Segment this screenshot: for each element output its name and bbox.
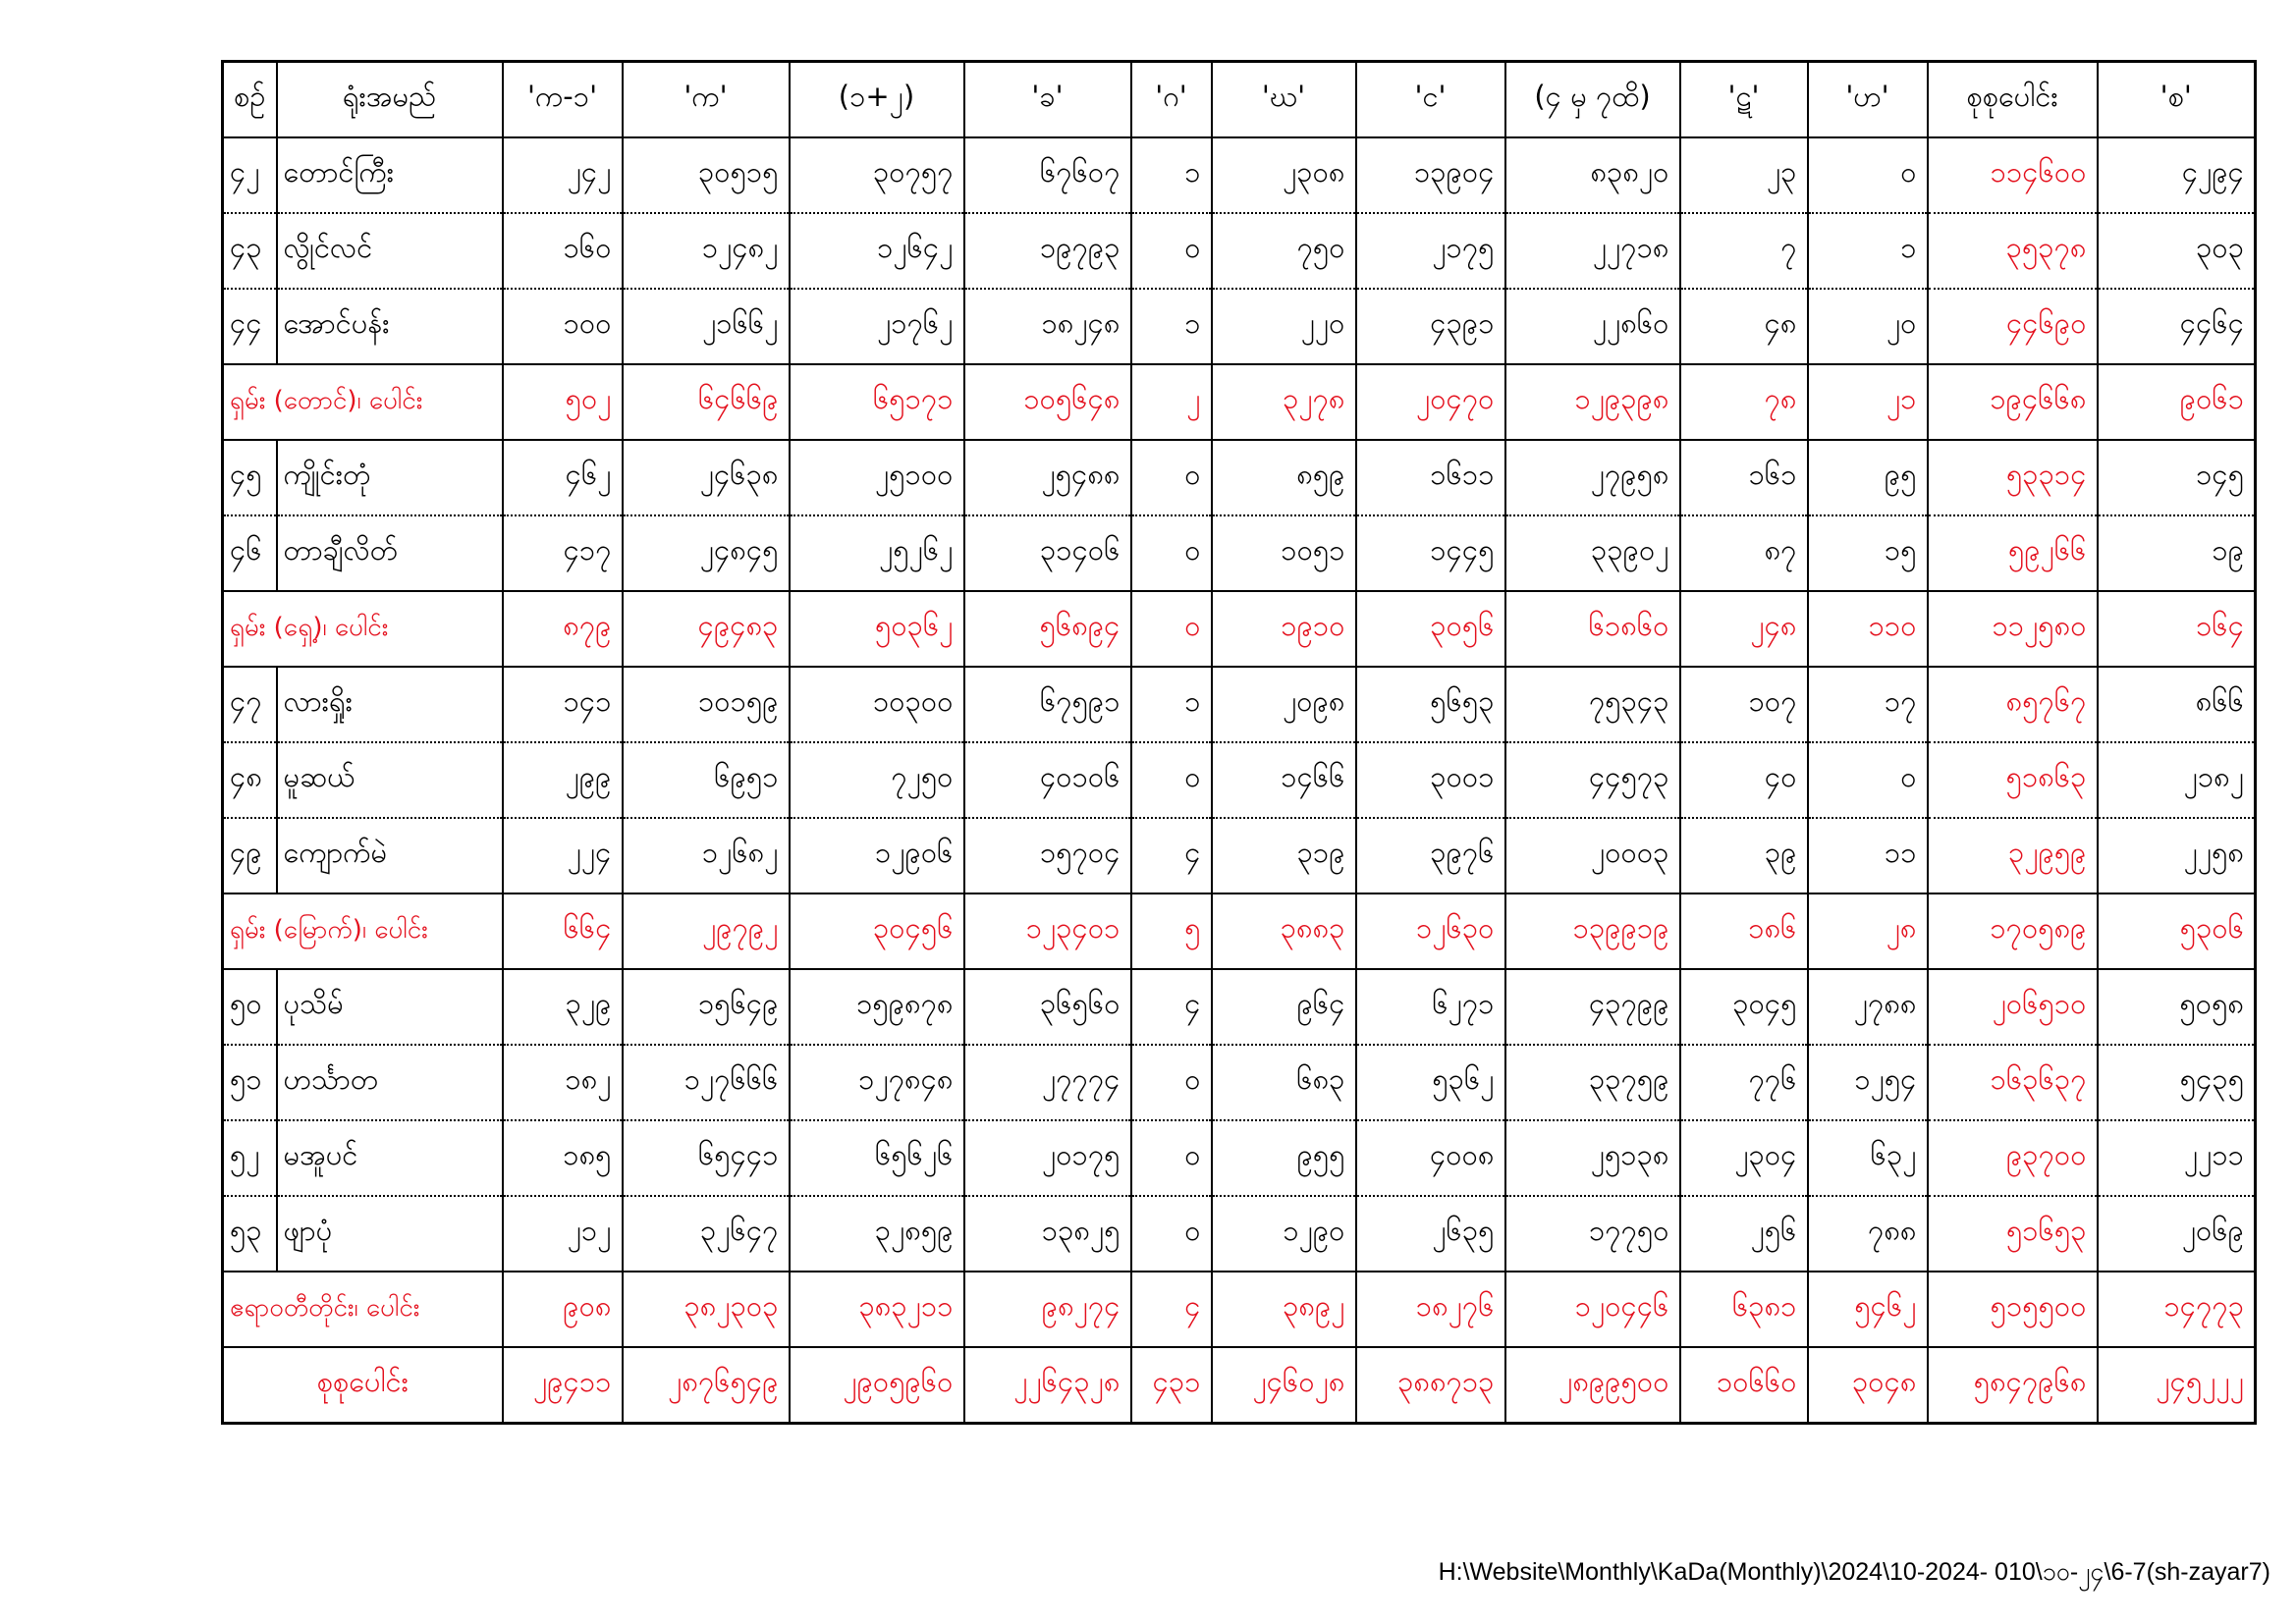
subtotal-label: ရှမ်း (ရှေ့)၊ ပေါင်း — [223, 591, 503, 667]
table-cell: ၅၃၃၁၄ — [1928, 440, 2098, 515]
table-cell: ၃၆၅၆၀ — [964, 969, 1131, 1045]
table-cell: ၂၅၄၈၈ — [964, 440, 1131, 515]
table-row — [223, 515, 2256, 591]
report-table — [221, 60, 2257, 1425]
table-cell: ၂၀၁၇၅ — [964, 1120, 1131, 1196]
table-cell: ၁၄၅ — [2098, 440, 2256, 515]
row-index: ၅၂ — [223, 1120, 277, 1196]
table-cell: ၆၁၈၆၀ — [1505, 591, 1680, 667]
office-name: ဟင်္သာတ — [277, 1045, 503, 1120]
table-cell: ၁၇၀၅၈၉ — [1928, 893, 2098, 969]
table-cell: ၁၉ — [2098, 515, 2256, 591]
table-header-row — [223, 62, 2256, 138]
table-cell: ၁၉၁၀ — [1212, 591, 1356, 667]
table-cell: ၇၈ — [1680, 364, 1808, 440]
table-cell: ၂ — [1131, 364, 1212, 440]
table-cell: ၂၇၉၅၈ — [1505, 440, 1680, 515]
table-cell: ၁၈၅ — [503, 1120, 623, 1196]
table-cell: ၁၂၉၀ — [1212, 1196, 1356, 1272]
table-cell: ၅၈၄၇၉၆၈ — [1928, 1347, 2098, 1424]
table-cell: ၂၅၁၃၈ — [1505, 1120, 1680, 1196]
table-cell: ၃၀၅၆ — [1356, 591, 1505, 667]
row-index: ၄၇ — [223, 667, 277, 742]
grand-total-row — [223, 1347, 2256, 1424]
column-header: 'ဃ' — [1212, 62, 1356, 138]
column-header: 'ဂ' — [1131, 62, 1212, 138]
table-cell: ၁ — [1131, 137, 1212, 213]
table-cell: ၉၆၄ — [1212, 969, 1356, 1045]
table-cell: ၄၃၉၁ — [1356, 289, 1505, 364]
table-cell: ၄၄၅၇၃ — [1505, 742, 1680, 818]
table-cell: ၂၀၆၉ — [2098, 1196, 2256, 1272]
table-cell: ၂၂၇၁၈ — [1505, 213, 1680, 289]
table-cell: ၃၀၀၁ — [1356, 742, 1505, 818]
table-row — [223, 742, 2256, 818]
table-cell: ၃၈၃၂၁၁ — [790, 1272, 964, 1347]
table-cell: ၂၃ — [1680, 137, 1808, 213]
table-cell: ၇၇၆ — [1680, 1045, 1808, 1120]
table-cell: ၁၅၉၈၇၈ — [790, 969, 964, 1045]
table-cell: ၃၀၃ — [2098, 213, 2256, 289]
table-cell: ၆၄၆၆၉ — [623, 364, 790, 440]
table-cell: ၅၃၆၂ — [1356, 1045, 1505, 1120]
column-header: 'င' — [1356, 62, 1505, 138]
table-row — [223, 213, 2256, 289]
table-cell: ၆၇၅၉၁ — [964, 667, 1131, 742]
table-cell: ၁၂၉၀၆ — [790, 818, 964, 893]
table-cell: ၁၁ — [1808, 818, 1928, 893]
table-cell: ၁၃၉၀၄ — [1356, 137, 1505, 213]
table-cell: ၁၂၇၆၆၆ — [623, 1045, 790, 1120]
table-cell: ၃၃၉၀၂ — [1505, 515, 1680, 591]
column-header: စုစုပေါင်း — [1928, 62, 2098, 138]
table-cell: ၁၅ — [1808, 515, 1928, 591]
table-cell: ၄၀၁၀၆ — [964, 742, 1131, 818]
table-cell: ၃၀၇၅၇ — [790, 137, 964, 213]
table-cell: ၁၂၄၈၂ — [623, 213, 790, 289]
table-cell: ၂၉၇၉၂ — [623, 893, 790, 969]
table-cell: ၁၀၆၆၀ — [1680, 1347, 1808, 1424]
table-cell: ၄၄၆၄ — [2098, 289, 2256, 364]
table-cell: ၂၀၉၈ — [1212, 667, 1356, 742]
table-cell: ၂၉၉ — [503, 742, 623, 818]
table-cell: ၂၇၇၇၄ — [964, 1045, 1131, 1120]
table-cell: ၅၉၂၆၆ — [1928, 515, 2098, 591]
table-cell: ၈၅၇၆၇ — [1928, 667, 2098, 742]
table-cell: ၁၁၀ — [1808, 591, 1928, 667]
table-cell: ၂၀၆၅၁၀ — [1928, 969, 2098, 1045]
table-cell: ၂၅၂၆၂ — [790, 515, 964, 591]
table-cell: ၂၅၁၀၀ — [790, 440, 964, 515]
table-cell: ၄၈ — [1680, 289, 1808, 364]
table-cell: ၆၉၅၁ — [623, 742, 790, 818]
table-cell: ၁၆၀ — [503, 213, 623, 289]
table-cell: ၁၅၆၄၉ — [623, 969, 790, 1045]
table-cell: ၁၉၇၉၃ — [964, 213, 1131, 289]
table-cell: ၃၈၈၃ — [1212, 893, 1356, 969]
table-cell: ၆၆၄ — [503, 893, 623, 969]
table-cell: ၂၄၆၀၂၈ — [1212, 1347, 1356, 1424]
office-name: ကျောက်မဲ — [277, 818, 503, 893]
table-cell: ၁၀၅၆၄၈ — [964, 364, 1131, 440]
table-cell: ၃၀၄၈ — [1808, 1347, 1928, 1424]
table-cell: ၇၅၀ — [1212, 213, 1356, 289]
table-cell: ၂၁၇၅ — [1356, 213, 1505, 289]
table-cell: ၃၅၃၇၈ — [1928, 213, 2098, 289]
footer-file-path: H:\Website\Monthly\KaDa(Monthly)\2024\10-2024- 010\၁၀-၂၄\6-7(sh-zayar7) — [1438, 1558, 2270, 1586]
table-cell: ၄၁၇ — [503, 515, 623, 591]
table-cell: ၅၄၆၂ — [1808, 1272, 1928, 1347]
office-name: ပုသိမ် — [277, 969, 503, 1045]
row-index: ၄၂ — [223, 137, 277, 213]
table-row — [223, 667, 2256, 742]
table-cell: ၁၂၆၃၀ — [1356, 893, 1505, 969]
table-cell: ၁၂၆၈၂ — [623, 818, 790, 893]
row-index: ၄၉ — [223, 818, 277, 893]
table-cell: ၀ — [1808, 137, 1928, 213]
table-cell: ၁၄၁ — [503, 667, 623, 742]
table-cell: ၀ — [1131, 515, 1212, 591]
table-cell: ၃၀၄၅၆ — [790, 893, 964, 969]
subtotal-row — [223, 893, 2256, 969]
office-name: အောင်ပန်း — [277, 289, 503, 364]
table-cell: ၂၁ — [1808, 364, 1928, 440]
table-cell: ၇ — [1680, 213, 1808, 289]
table-cell: ၂၂၅၈ — [2098, 818, 2256, 893]
table-cell: ၃၈၈၇၁၃ — [1356, 1347, 1505, 1424]
table-cell: ၁၂၀၄၄၆ — [1505, 1272, 1680, 1347]
table-cell: ၂၃၀၈ — [1212, 137, 1356, 213]
table-cell: ၄၉၄၈၃ — [623, 591, 790, 667]
table-cell: ၄၃၁ — [1131, 1347, 1212, 1424]
column-header: 'စ' — [2098, 62, 2256, 138]
table-cell: ၁၂၅၄ — [1808, 1045, 1928, 1120]
table-cell: ၂၀၄၇၀ — [1356, 364, 1505, 440]
table-cell: ၁၆၁ — [1680, 440, 1808, 515]
table-cell: ၂၄၅၂၂၂ — [2098, 1347, 2256, 1424]
table-cell: ၇၈၈ — [1808, 1196, 1928, 1272]
column-header: ရုံးအမည် — [277, 62, 503, 138]
table-cell: ၁၁၂၅၈၀ — [1928, 591, 2098, 667]
row-index: ၄၃ — [223, 213, 277, 289]
table-cell: ၅ — [1131, 893, 1212, 969]
table-cell: ၄ — [1131, 969, 1212, 1045]
table-cell: ၈၇၉ — [503, 591, 623, 667]
grand-total-label: စုစုပေါင်း — [223, 1347, 503, 1424]
row-index: ၄၈ — [223, 742, 277, 818]
table-cell: ၀ — [1808, 742, 1928, 818]
table-cell: ၁၀၇ — [1680, 667, 1808, 742]
table-cell: ၃၃၇၅၉ — [1505, 1045, 1680, 1120]
table-cell: ၈၅၉ — [1212, 440, 1356, 515]
table-row — [223, 289, 2256, 364]
subtotal-label: ဧရာဝတီတိုင်း၊ ပေါင်း — [223, 1272, 503, 1347]
table-cell: ၀ — [1131, 1120, 1212, 1196]
table-cell: ၂၀၀၀၃ — [1505, 818, 1680, 893]
table-cell: ၅၀၃၆၂ — [790, 591, 964, 667]
table-cell: ၅၁၆၅၃ — [1928, 1196, 2098, 1272]
table-cell: ၅၆၈၉၄ — [964, 591, 1131, 667]
row-index: ၄၅ — [223, 440, 277, 515]
column-header: (၁+၂) — [790, 62, 964, 138]
table-row — [223, 1045, 2256, 1120]
column-header: 'က-၁' — [503, 62, 623, 138]
table-cell: ၁၆၃၆၃၇ — [1928, 1045, 2098, 1120]
row-index: ၄၆ — [223, 515, 277, 591]
table-row — [223, 440, 2256, 515]
table-cell: ၉၀၈ — [503, 1272, 623, 1347]
table-cell: ၁ — [1131, 289, 1212, 364]
table-cell: ၁၆၄ — [2098, 591, 2256, 667]
table-body — [223, 137, 2256, 1424]
table-cell: ၇၂၅၀ — [790, 742, 964, 818]
subtotal-label: ရှမ်း (မြောက်)၊ ပေါင်း — [223, 893, 503, 969]
table-cell: ၆၅၆၂၆ — [790, 1120, 964, 1196]
report-table-container — [221, 60, 2257, 1425]
table-cell: ၄၆၂ — [503, 440, 623, 515]
table-cell: ၁၇၇၅၀ — [1505, 1196, 1680, 1272]
table-cell: ၁၀၅၁ — [1212, 515, 1356, 591]
table-cell: ၃၁၉ — [1212, 818, 1356, 893]
subtotal-row — [223, 364, 2256, 440]
column-header: 'ခ' — [964, 62, 1131, 138]
office-name: ဖျာပုံ — [277, 1196, 503, 1272]
table-row — [223, 969, 2256, 1045]
table-cell: ၂၄၆၃၈ — [623, 440, 790, 515]
table-cell: ၂၅၆ — [1680, 1196, 1808, 1272]
office-name: မအူပင် — [277, 1120, 503, 1196]
table-row — [223, 137, 2256, 213]
table-cell: ၆၃၂ — [1808, 1120, 1928, 1196]
office-name: တောင်ကြီး — [277, 137, 503, 213]
table-cell: ၃၀၄၅ — [1680, 969, 1808, 1045]
table-cell: ၈၆၆ — [2098, 667, 2256, 742]
row-index: ၅၃ — [223, 1196, 277, 1272]
table-cell: ၂၈ — [1808, 893, 1928, 969]
table-cell: ၉၅၅ — [1212, 1120, 1356, 1196]
table-cell: ၄၀ — [1680, 742, 1808, 818]
table-cell: ၂၁၇၆၂ — [790, 289, 964, 364]
table-cell: ၃၂၉၅၉ — [1928, 818, 2098, 893]
table-cell: ၅၄၃၅ — [2098, 1045, 2256, 1120]
table-cell: ၄၂၉၄ — [2098, 137, 2256, 213]
office-name: မူဆယ် — [277, 742, 503, 818]
table-cell: ၃၁၄၀၆ — [964, 515, 1131, 591]
table-cell: ၁ — [1131, 667, 1212, 742]
table-cell: ၁၇ — [1808, 667, 1928, 742]
row-index: ၅၀ — [223, 969, 277, 1045]
table-cell: ၆၈၃ — [1212, 1045, 1356, 1120]
table-cell: ၉၀၆၁ — [2098, 364, 2256, 440]
table-cell: ၂၂၆၄၃၂၈ — [964, 1347, 1131, 1424]
row-index: ၅၁ — [223, 1045, 277, 1120]
table-cell: ၀ — [1131, 1045, 1212, 1120]
table-cell: ၁၃၉၉၁၉ — [1505, 893, 1680, 969]
table-row — [223, 818, 2256, 893]
column-header: 'ဟ' — [1808, 62, 1928, 138]
table-cell: ၀ — [1131, 591, 1212, 667]
table-cell: ၂၁၂ — [503, 1196, 623, 1272]
table-cell: ၆၂၇၁ — [1356, 969, 1505, 1045]
office-name: လားရှိုး — [277, 667, 503, 742]
table-cell: ၇၅၃၄၃ — [1505, 667, 1680, 742]
table-cell: ၀ — [1131, 1196, 1212, 1272]
table-cell: ၄ — [1131, 1272, 1212, 1347]
table-cell: ၉၈၂၇၄ — [964, 1272, 1131, 1347]
table-cell: ၁၀၀ — [503, 289, 623, 364]
subtotal-label: ရှမ်း (တောင်)၊ ပေါင်း — [223, 364, 503, 440]
row-index: ၄၄ — [223, 289, 277, 364]
table-cell: ၃၀၅၁၅ — [623, 137, 790, 213]
table-cell: ၁၄၆၆ — [1212, 742, 1356, 818]
table-cell: ၁၈၂၄၈ — [964, 289, 1131, 364]
table-cell: ၄၀၀၈ — [1356, 1120, 1505, 1196]
table-cell: ၀ — [1131, 742, 1212, 818]
table-cell: ၁၄၄၅ — [1356, 515, 1505, 591]
office-name: တာချီလိတ် — [277, 515, 503, 591]
table-cell: ၉၅ — [1808, 440, 1928, 515]
table-cell: ၅၁၅၅၀၀ — [1928, 1272, 2098, 1347]
table-cell: ၃၂၇၈ — [1212, 364, 1356, 440]
table-cell: ၁ — [1808, 213, 1928, 289]
table-cell: ၁၂၆၄၂ — [790, 213, 964, 289]
table-cell: ၃၂၈၅၉ — [790, 1196, 964, 1272]
table-cell: ၂၂၄ — [503, 818, 623, 893]
table-cell: ၂၉၄၁၁ — [503, 1347, 623, 1424]
office-name: ကျိုင်းတုံ — [277, 440, 503, 515]
column-header: စဉ် — [223, 62, 277, 138]
table-cell: ၂၁၆၆၂ — [623, 289, 790, 364]
table-cell: ၁၆၁၁ — [1356, 440, 1505, 515]
table-cell: ၂၁၈၂ — [2098, 742, 2256, 818]
table-cell: ၅၀၂ — [503, 364, 623, 440]
table-cell: ၂၄၈ — [1680, 591, 1808, 667]
table-cell: ၂၂၀ — [1212, 289, 1356, 364]
table-cell: ၁၁၄၆၀၀ — [1928, 137, 2098, 213]
table-cell: ၃၈၂၃၀၃ — [623, 1272, 790, 1347]
table-cell: ၁၂၇၈၄၈ — [790, 1045, 964, 1120]
table-cell: ၁၂၃၄၀၁ — [964, 893, 1131, 969]
table-cell: ၄၃၇၉၉ — [1505, 969, 1680, 1045]
table-cell: ၂၇၈၈ — [1808, 969, 1928, 1045]
table-cell: ၃၈၉၂ — [1212, 1272, 1356, 1347]
table-cell: ၅၁၈၆၃ — [1928, 742, 2098, 818]
table-cell: ၆၇၆၀၇ — [964, 137, 1131, 213]
table-cell: ၁၀၃၀၀ — [790, 667, 964, 742]
table-cell: ၁၉၄၆၆၈ — [1928, 364, 2098, 440]
table-cell: ၆၅၁၇၁ — [790, 364, 964, 440]
table-row — [223, 1120, 2256, 1196]
subtotal-row — [223, 591, 2256, 667]
table-cell: ၁၂၉၃၉၈ — [1505, 364, 1680, 440]
table-cell: ၆၅၄၄၁ — [623, 1120, 790, 1196]
table-cell: ၉၃၇၀၀ — [1928, 1120, 2098, 1196]
table-cell: ၅၆၅၃ — [1356, 667, 1505, 742]
table-cell: ၆၃၈၁ — [1680, 1272, 1808, 1347]
column-header: 'က' — [623, 62, 790, 138]
table-cell: ၁၈၆ — [1680, 893, 1808, 969]
table-row — [223, 1196, 2256, 1272]
table-cell: ၂၀ — [1808, 289, 1928, 364]
table-cell: ၂၆၃၅ — [1356, 1196, 1505, 1272]
table-cell: ၃၉ — [1680, 818, 1808, 893]
table-cell: ၈၃၈၂၀ — [1505, 137, 1680, 213]
table-cell: ၅၃၀၆ — [2098, 893, 2256, 969]
table-cell: ၂၈၉၉၅၀၀ — [1505, 1347, 1680, 1424]
table-cell: ၀ — [1131, 213, 1212, 289]
table-cell: ၂၈၇၆၅၄၉ — [623, 1347, 790, 1424]
table-cell: ၅၀၅၈ — [2098, 969, 2256, 1045]
table-cell: ၃၂၆၄၇ — [623, 1196, 790, 1272]
table-cell: ၃၉၇၆ — [1356, 818, 1505, 893]
table-cell: ၀ — [1131, 440, 1212, 515]
table-cell: ၂၂၈၆၀ — [1505, 289, 1680, 364]
table-cell: ၁၀၁၅၉ — [623, 667, 790, 742]
subtotal-row — [223, 1272, 2256, 1347]
table-cell: ၁၅၇၀၄ — [964, 818, 1131, 893]
table-cell: ၁၃၈၂၅ — [964, 1196, 1131, 1272]
table-cell: ၈၇ — [1680, 515, 1808, 591]
table-cell: ၁၈၂ — [503, 1045, 623, 1120]
table-cell: ၄၄၆၉၀ — [1928, 289, 2098, 364]
table-cell: ၂၄၈၄၅ — [623, 515, 790, 591]
table-cell: ၃၂၉ — [503, 969, 623, 1045]
column-header: (၄ မှ ၇ထိ) — [1505, 62, 1680, 138]
office-name: လွိုင်လင် — [277, 213, 503, 289]
column-header: 'ဋ' — [1680, 62, 1808, 138]
table-cell: ၄ — [1131, 818, 1212, 893]
table-cell: ၂၂၁၁ — [2098, 1120, 2256, 1196]
table-cell: ၂၄၂ — [503, 137, 623, 213]
table-cell: ၁၈၂၇၆ — [1356, 1272, 1505, 1347]
table-cell: ၂၉၀၅၉၆၀ — [790, 1347, 964, 1424]
table-cell: ၁၄၇၇၃ — [2098, 1272, 2256, 1347]
table-cell: ၂၃၀၄ — [1680, 1120, 1808, 1196]
